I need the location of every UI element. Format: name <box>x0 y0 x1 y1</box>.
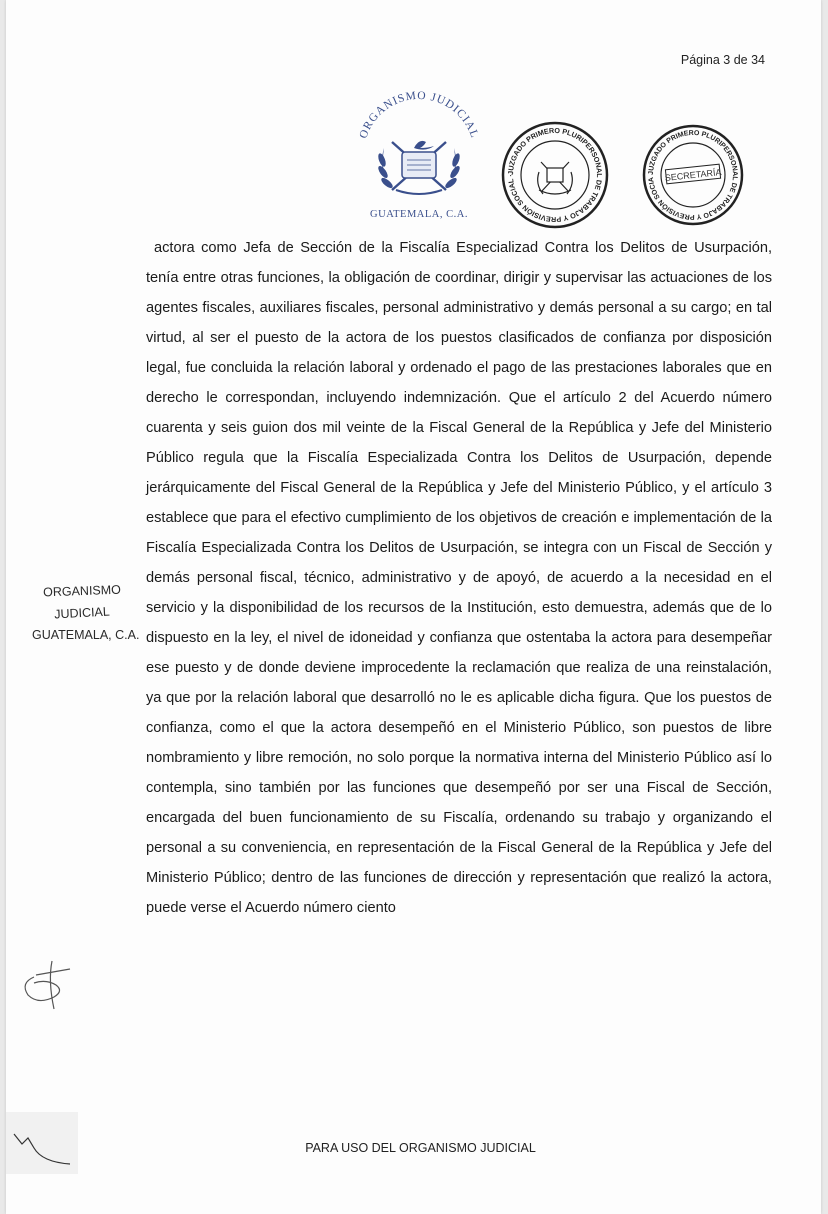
svg-text:JUZGADO PRIMERO PLURIPERSONAL: JUZGADO PRIMERO PLURIPERSONAL DE TRABAJO Y PREVISIÓN SOCIAL · <box>505 125 605 225</box>
body-text <box>146 233 772 923</box>
svg-text:JUZGADO PRIMERO PLURIPERSONAL: JUZGADO PRIMERO PLURIPERSONAL DE TRABAJO Y PREVISIÓN SOCIA <box>647 129 739 221</box>
svg-text:SECRETARÍA: SECRETARÍA <box>664 167 722 183</box>
footer <box>6 1141 821 1155</box>
handwritten-initials-icon <box>16 955 76 1015</box>
secretaria-seal-icon <box>639 124 747 226</box>
margin-stamp-line2: JUDICIAL <box>53 604 111 622</box>
coat-of-arms-icon <box>344 86 494 204</box>
body-paragraph: actora como Jefa de Sección de la Fiscalía Especializad Contra los Delitos de Usurpación, tenía entre otras funciones, la obligación de coordinar, dirigir y supervisar las actuaciones de los agentes fiscales, auxiliares fiscales, personal administrativo y demás personal a su cargo; en tal virtud, al ser el puesto de la actora de los puestos clasificados de confianza por disposición legal, fue concluida la relación laboral y ordenado el pago de las prestaciones laborales que en derecho le correspondan, incluyendo indemnización. Que el artículo 2 del Acuerdo número cuarenta y seis guion dos mil veinte de la Fiscal General de la República y Jefe del Ministerio Público regula que la Fiscalía Especializada Contra los Delitos de Usurpación, depende jerárquicamente del Fiscal General de la República y Jefe del Ministerio Público, y el artículo 3 establece que para el efectivo cumplimiento de los objetivos de creación e implementación de la Fiscalía Especializada Contra los Delitos de Usurpación, se integra con un Fiscal de Sección y demás personal fiscal, técnico, administrativo y de apoyó, de acuerdo a la necesidad en el servicio y la disponibilidad de los recursos de la Institución, esto demuestra, además que de lo dispuesto en la ley, el nivel de idoneidad y confianza que ostentaba la actora para desempeñar ese puesto y de donde deviene improcedente la reclamación que realiza de una reinstalación, ya que por la relación laboral que desarrolló no le es aplicable dicha figura. Que los puestos de confianza, como el que la actora desempeñó en el Ministerio Público, son puestos de libre nombramiento y libre remoción, no solo porque la normativa interna del Ministerio Público así lo contempla, sino también por las funciones que desempeñó por ser una Fiscal de Sección, encargada del buen funcionamiento de su Fiscalía, ordenando su trabajo y organizando el personal a su conveniencia, en representación de la Fiscal General de la República y Jefe del Ministerio Público; dentro de las funciones de dirección y representación que realizó la actora, puede verse el Acuerdo número ciento <box>146 240 772 916</box>
footer-text: PARA USO DEL ORGANISMO JUDICIAL <box>305 1141 536 1155</box>
emblem-caption: GUATEMALA, C.A. <box>370 209 468 220</box>
court-seal-stamp <box>499 120 611 230</box>
secretaria-seal-stamp <box>639 124 747 226</box>
margin-stamp-line3: GUATEMALA, C.A. <box>32 628 140 642</box>
margin-stamp <box>32 580 140 646</box>
coat-of-arms-emblem <box>344 86 494 220</box>
page-number: Página 3 de 34 <box>680 53 765 67</box>
document-page <box>6 0 821 1214</box>
margin-stamp-line1: ORGANISMO <box>42 582 122 600</box>
svg-text:ORGANISMO JUDICIAL: ORGANISMO JUDICIAL <box>357 89 481 141</box>
court-seal-icon <box>499 120 611 230</box>
